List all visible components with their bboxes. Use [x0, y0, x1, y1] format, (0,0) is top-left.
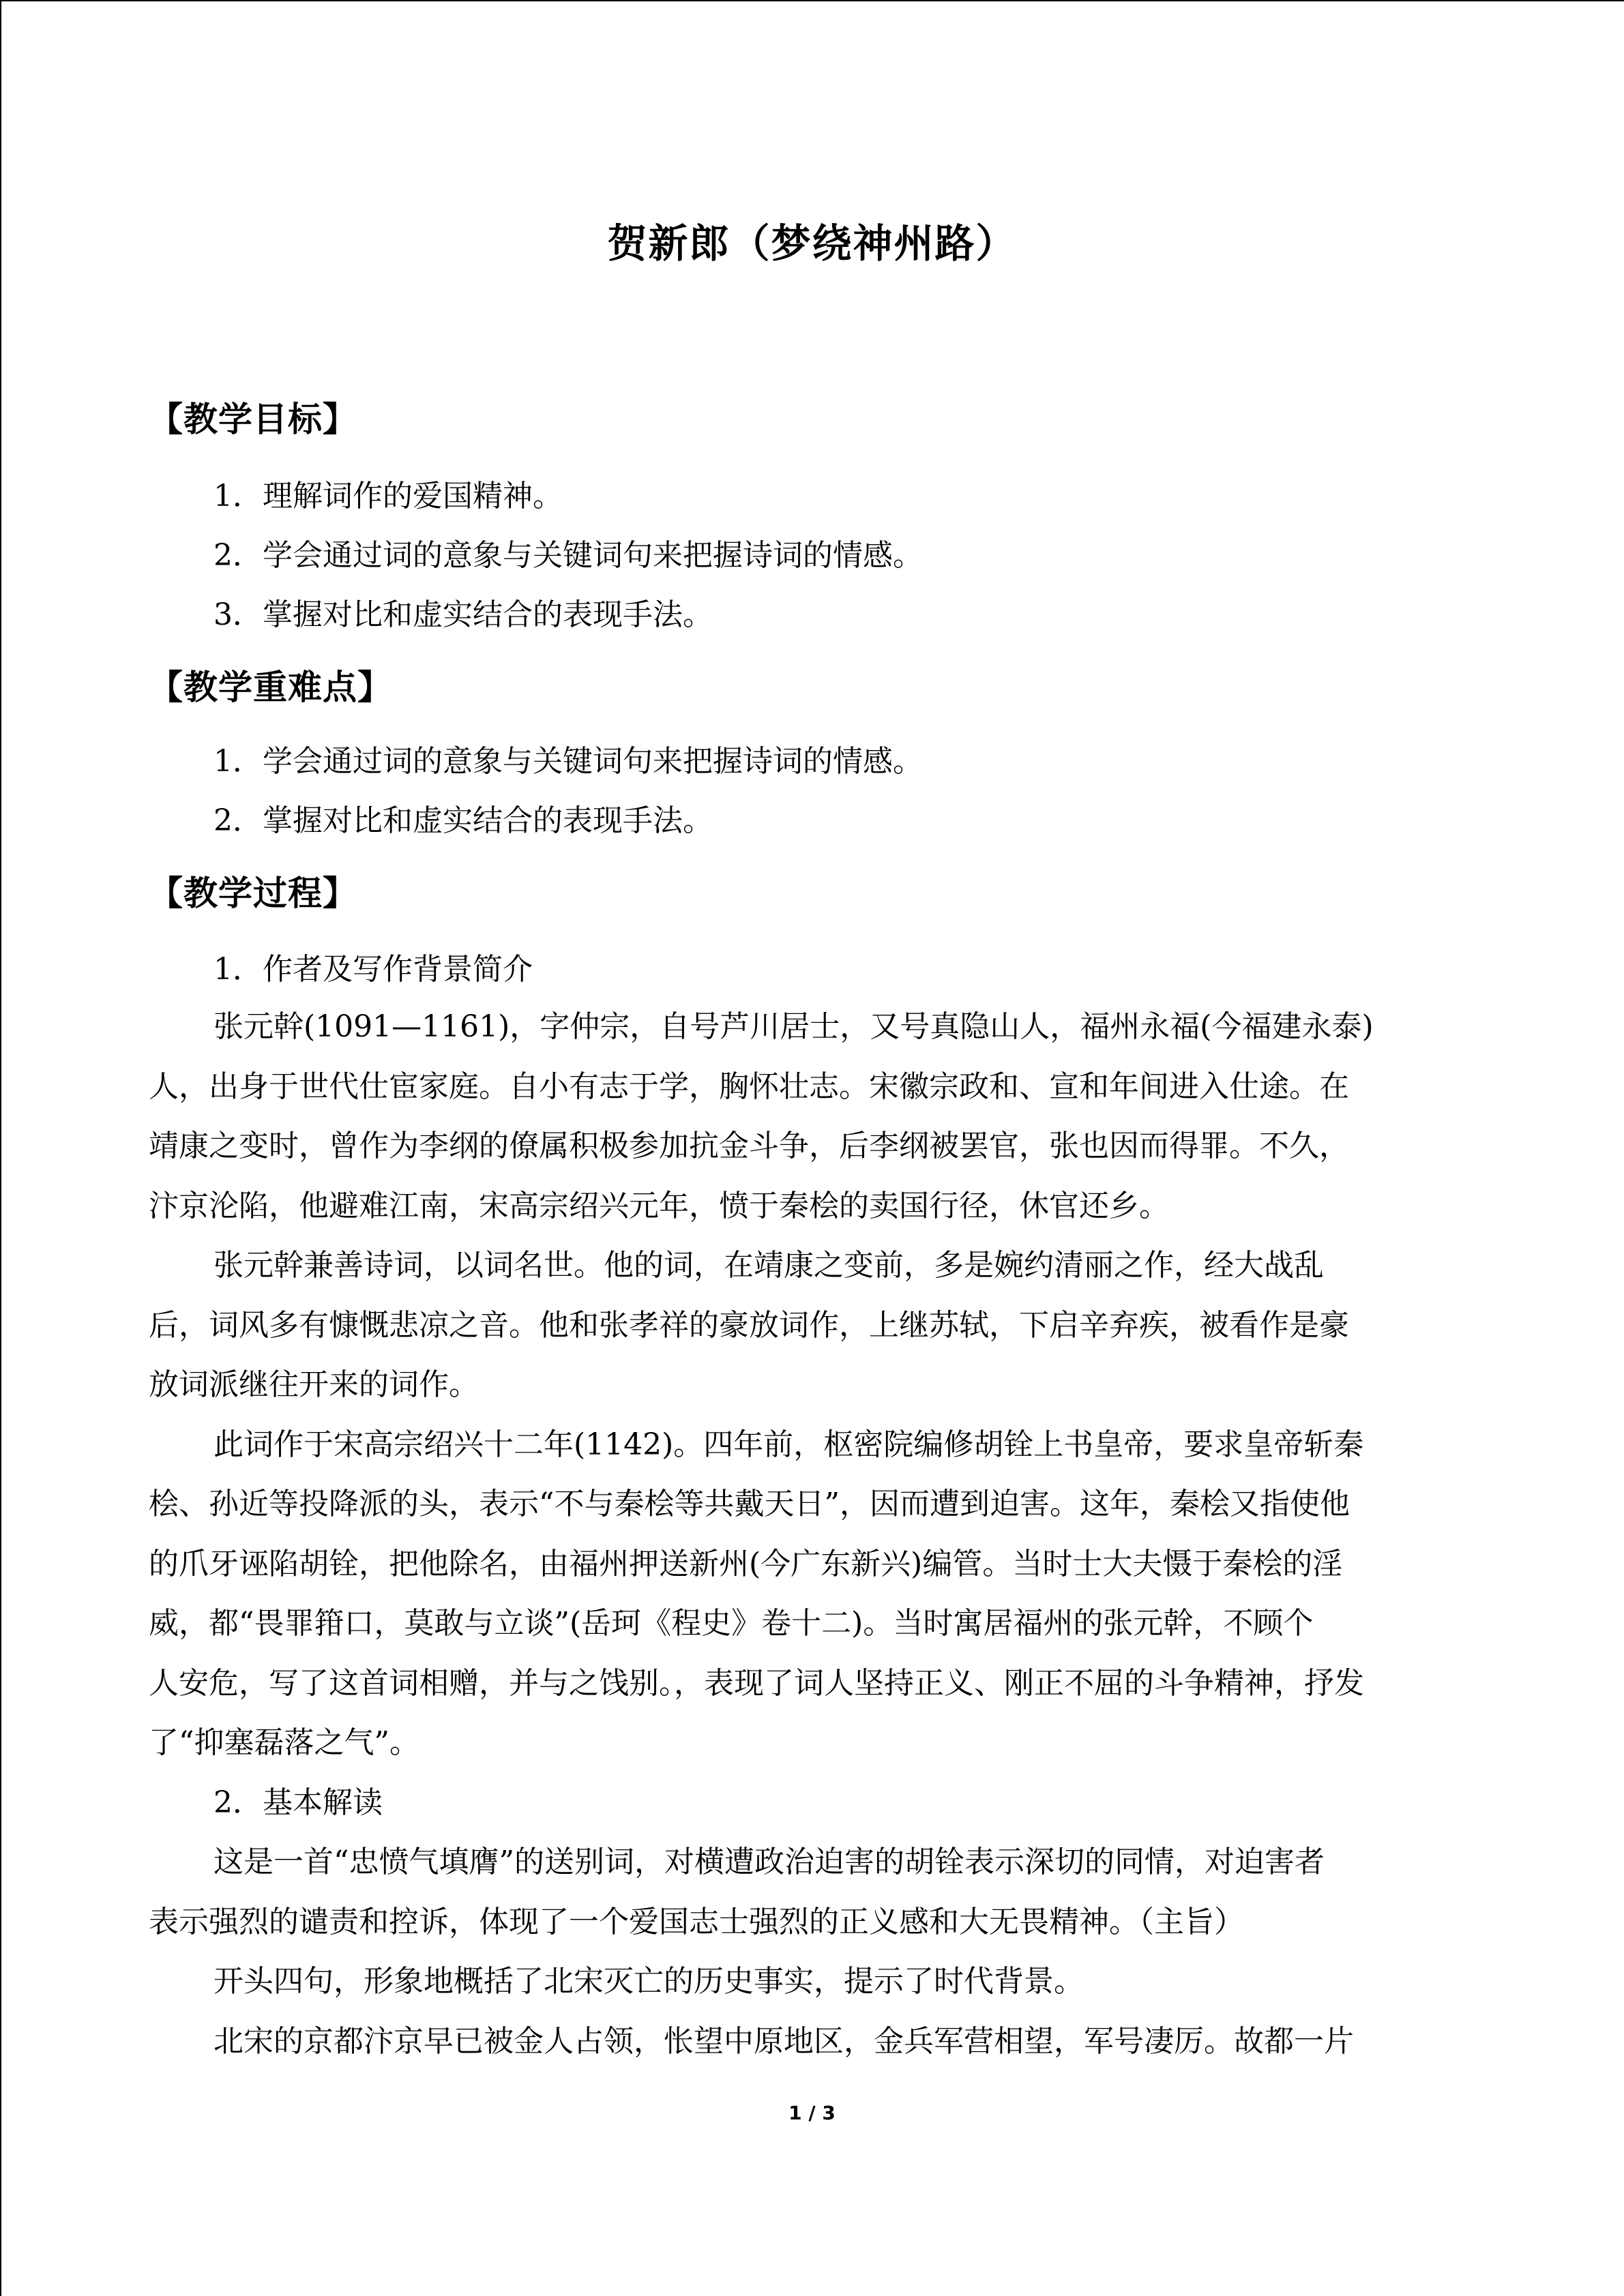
paragraph-line: 的爪牙诬陷胡铨，把他除名，由福州押送新州(今广东新兴)编管。当时士大夫慑于秦桧的淫 — [149, 1547, 1343, 1581]
subheading-author: 1．作者及写作背景简介 — [213, 952, 533, 987]
page-left-border — [0, 0, 1, 2296]
paragraph-line: 后，词风多有慷慨悲凉之音。他和张孝祥的豪放词作，上继苏轼，下启辛弃疾，被看作是豪 — [149, 1308, 1349, 1343]
paragraph-line: 桧、孙近等投降派的头，表示“不与秦桧等共戴天日”，因而遭到迫害。这年，秦桧又指使他 — [149, 1487, 1350, 1521]
paragraph-line: 张元幹兼善诗词，以词名世。他的词，在靖康之变前，多是婉约清丽之作，经大战乱 — [213, 1248, 1324, 1283]
page-title: 贺新郎（梦绕神州路） — [607, 220, 1017, 267]
page-number: 1 / 3 — [788, 2102, 836, 2124]
paragraph-line: 汴京沦陷，他避难江南，宋高宗绍兴元年，愤于秦桧的卖国行径，休官还乡。 — [149, 1189, 1169, 1223]
paragraph-line: 放词派继往开来的词作。 — [149, 1367, 479, 1402]
paragraph-line: 了“抑塞磊落之气”。 — [149, 1725, 419, 1760]
process-heading: 【教学过程】 — [149, 874, 357, 913]
subheading-reading: 2．基本解读 — [213, 1785, 383, 1820]
paragraph-line: 人，出身于世代仕宦家庭。自小有志于学，胸怀壮志。宋徽宗政和、宣和年间进入仕途。在 — [149, 1069, 1349, 1104]
paragraph-line: 开头四句，形象地概括了北宋灭亡的历史事实，提示了时代背景。 — [213, 1964, 1084, 1999]
key-point-item: 2．掌握对比和虚实结合的表现手法。 — [213, 803, 713, 838]
page-top-border — [0, 0, 1624, 1]
paragraph-line: 这是一首“忠愤气填膺”的送别词，对横遭政治迫害的胡铨表示深切的同情，对迫害者 — [213, 1845, 1325, 1879]
objectives-heading: 【教学目标】 — [149, 400, 357, 439]
paragraph-line: 北宋的京都汴京早已被金人占领，怅望中原地区，金兵军营相望，军号凄厉。故都一片 — [213, 2024, 1354, 2059]
paragraph-line: 此词作于宋高宗绍兴十二年(1142)。四年前，枢密院编修胡铨上书皇帝，要求皇帝斩秦 — [213, 1427, 1364, 1462]
paragraph-line: 张元幹(1091—1161)，字仲宗，自号芦川居士，又号真隐山人，福州永福(今福建永泰) — [213, 1009, 1374, 1044]
paragraph-line: 靖康之变时，曾作为李纲的僚属积极参加抗金斗争，后李纲被罢官，张也因而得罪。不久， — [149, 1129, 1349, 1163]
paragraph-line: 人安危，写了这首词相赠，并与之饯别。，表现了词人坚持正义、刚正不屈的斗争精神，抒发 — [149, 1666, 1364, 1701]
objective-item: 2．学会通过词的意象与关键词句来把握诗词的情感。 — [213, 538, 923, 573]
objective-item: 3．掌握对比和虚实结合的表现手法。 — [213, 597, 713, 632]
key-points-heading: 【教学重难点】 — [149, 668, 392, 707]
paragraph-line: 表示强烈的谴责和控诉，体现了一个爱国志士强烈的正义感和大无畏精神。（主旨） — [149, 1905, 1244, 1939]
objective-item: 1．理解词作的爱国精神。 — [213, 479, 563, 513]
key-point-item: 1．学会通过词的意象与关键词句来把握诗词的情感。 — [213, 744, 923, 779]
paragraph-line: 威，都“畏罪箝口，莫敢与立谈”(岳珂《程史》卷十二)。当时寓居福州的张元幹，不顾个 — [149, 1606, 1314, 1641]
